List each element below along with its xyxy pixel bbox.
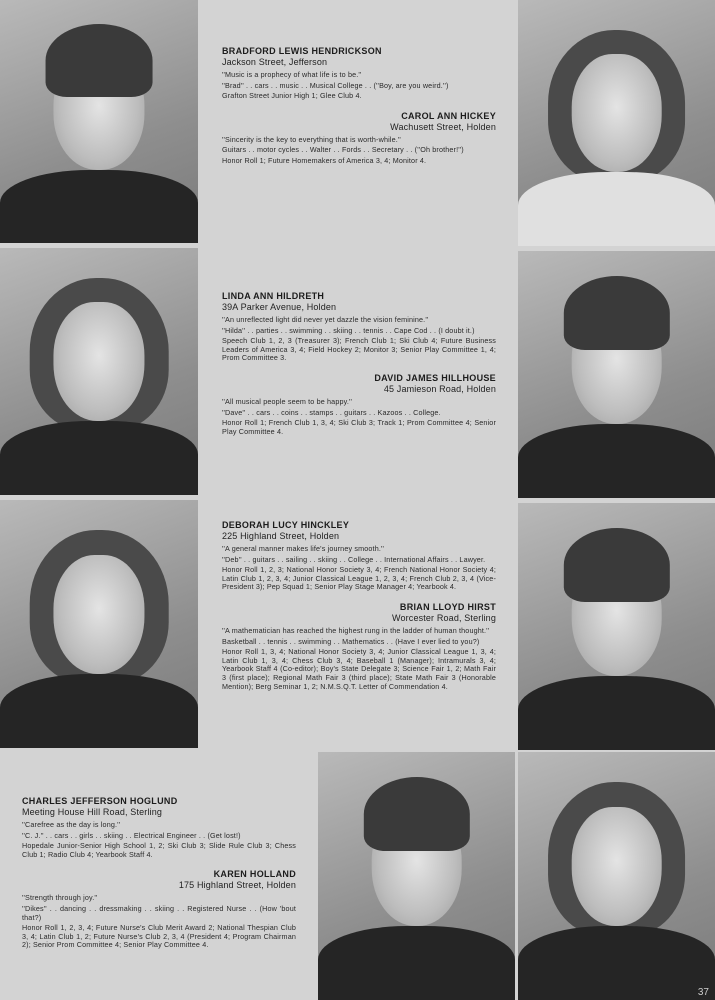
student-interests: ''Hilda'' . . parties . . swimming . . skiing . . tennis . . Cape Cod . . (I doubt it.): [222, 325, 475, 335]
student-activities: Honor Roll 1; Future Homemakers of America 3, 4; Monitor 4.: [222, 155, 427, 165]
student-name: BRADFORD LEWIS HENDRICKSON: [222, 46, 382, 56]
student-activities: Honor Roll 1, 3, 4; National Honor Society 3, 4; Junior Classical League 1, 3, 4; Latin Club 1, 3, 4; Chess Club 3, 4; Baseball 1 (Manager); Intramurals 3, 4; Yearbook Staff 4 (Co-editor); Boy's State Delegate 3; Science Fair 1, 2; Math Fair 3 (first place); Regional Math Fair 3 (third place); State Math Fair 3 (Honorable Mention); Berg Seminar 1, 2; N.M.S.Q.T. Letter of Commendation 4.: [222, 647, 496, 691]
student-name: DEBORAH LUCY HINCKLEY: [222, 520, 350, 530]
entry-holland: [22, 869, 296, 950]
entry-hirst: [222, 602, 496, 691]
student-address: Wachusett Street, Holden: [390, 121, 496, 132]
student-activities: Speech Club 1, 2, 3 (Treasurer 3); French Club 1; Ski Club 4; Future Business Leaders of America 3, 4; Field Hockey 2; Monitor 3; Senior Play Committee 1, 4; Prom Committee 3.: [222, 336, 496, 363]
student-address: 39A Parker Avenue, Holden: [222, 302, 337, 312]
student-activities: Hopedale Junior-Senior High School 1, 2; Ski Club 3; Slide Rule Club 3; Chess Club 1; Radio Club 4; Yearbook Staff 4.: [22, 841, 296, 859]
student-name: CAROL ANN HICKEY: [401, 110, 496, 121]
student-interests: ''C. J.'' . . cars . . girls . . skiing . . Electrical Engineer . . (Get lost!): [22, 830, 241, 840]
text-block-row4: [22, 796, 296, 960]
student-quote: ''A general manner makes life's journey smooth.'': [222, 544, 385, 553]
student-name: DAVID JAMES HILLHOUSE: [374, 372, 496, 383]
student-quote: ''Carefree as the day is long.'': [22, 820, 121, 829]
portrait-david-hillhouse: [518, 251, 715, 498]
student-quote: ''Strength through joy.'': [22, 893, 98, 903]
student-quote: ''All musical people seem to be happy.'': [222, 396, 353, 406]
portrait-charles-hoglund: [318, 752, 515, 1000]
student-address: 175 Highland Street, Holden: [178, 880, 296, 891]
student-interests: ''Dave'' . . cars . . coins . . stamps . . guitars . . Kazoos . . College.: [222, 407, 441, 417]
portrait-carol-hickey: [518, 0, 715, 246]
student-quote: ''Music is a prophecy of what life is to be.'': [222, 70, 362, 79]
entry-hildreth: [222, 291, 496, 363]
student-quote: ''An unreflected light did never yet dazzle the vision feminine.'': [222, 315, 429, 324]
text-block-row1: [222, 46, 496, 176]
student-name: KAREN HOLLAND: [213, 869, 296, 880]
portrait-linda-hildreth: [0, 248, 198, 495]
student-quote: ''Sincerity is the key to everything that is worth-while.'': [222, 134, 401, 144]
entry-hoglund: [22, 796, 296, 859]
student-interests: ''Deb'' . . guitars . . sailing . . skiing . . College . . International Affairs . . Lawyer.: [222, 554, 486, 564]
entry-hickey: [222, 111, 496, 166]
student-interests: Basketball . . tennis . . swimming . . Mathematics . . (Have I ever lied to you?): [222, 636, 480, 646]
student-activities: Grafton Street Junior High 1; Glee Club 4.: [222, 91, 362, 101]
student-activities: Honor Roll 1, 2, 3, 4; Future Nurse's Club Merit Award 2; National Thespian Club 3, 4; Latin Club 1, 2; Future Nurse's Club 2, 3, 4 (President 4; Program Chairman 2); Senior Prom Committee 4; Senior Play Committee 4.: [22, 923, 296, 950]
entry-hendrickson: [222, 46, 496, 101]
portrait-karen-holland: [518, 752, 715, 1000]
portrait-brian-hirst: [518, 503, 715, 750]
student-name: BRIAN LLOYD HIRST: [399, 601, 496, 612]
student-interests: ''Dikes'' . . dancing . . dressmaking . . skiing . . Registered Nurse . . (How 'bout that?): [22, 903, 296, 922]
text-block-row3: [222, 520, 496, 701]
portrait-deborah-hinckley: [0, 500, 198, 748]
student-name: CHARLES JEFFERSON HOGLUND: [22, 796, 178, 806]
text-block-row2: [222, 291, 496, 446]
student-activities: Honor Roll 1, 2, 3; National Honor Society 3, 4; French National Honor Society 4; Latin Club 1, 2, 3, 4; Junior Classical League 1, 2, 3, 4; French Club 2, 3, 4 (Vice-President 3); Pep Squad 1; Senior Play Stage Manager 4; Yearbook 4.: [222, 565, 496, 592]
student-address: Jackson Street, Jefferson: [222, 57, 328, 67]
student-interests: ''Brad'' . . cars . . music . . Musical College . . (''Boy, are you weird.''): [222, 80, 449, 90]
student-address: Meeting House Hill Road, Sterling: [22, 807, 163, 817]
student-activities: Honor Roll 1; French Club 1, 3, 4; Ski Club 3; Track 1; Prom Committee 4; Senior Play Committee 4.: [222, 418, 496, 436]
student-interests: Guitars . . motor cycles . . Walter . . Fords . . Secretary . . (''Oh brother!''): [222, 145, 464, 155]
entry-hillhouse: [222, 373, 496, 436]
student-address: Worcester Road, Sterling: [392, 612, 496, 623]
entry-hinckley: [222, 520, 496, 592]
portrait-bradford-hendrickson: [0, 0, 198, 243]
student-name: LINDA ANN HILDRETH: [222, 291, 325, 301]
student-quote: ''A mathematician has reached the highest rung in the ladder of human thought.'': [222, 625, 490, 635]
student-address: 45 Jamieson Road, Holden: [383, 383, 496, 394]
student-address: 225 Highland Street, Holden: [222, 531, 340, 541]
page-number: 37: [697, 987, 709, 998]
